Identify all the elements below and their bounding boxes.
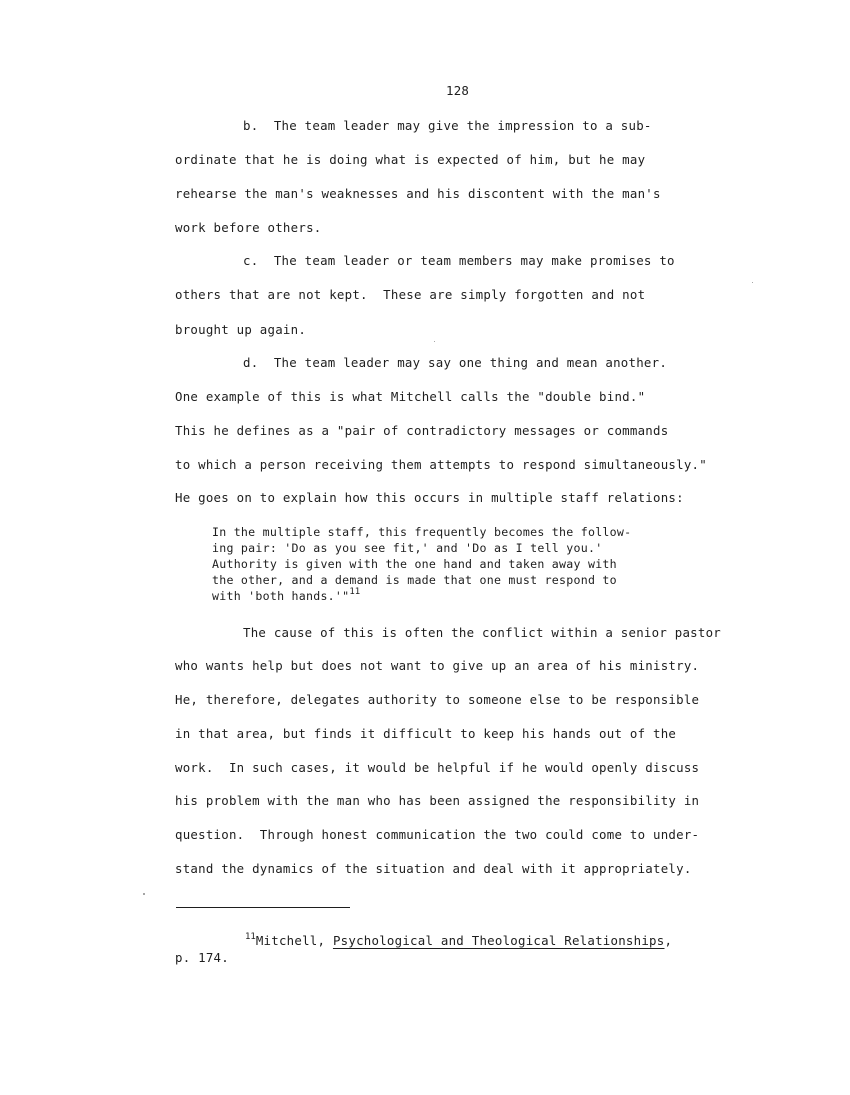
paragraph-b-line-1: b. The team leader may give the impression to a sub-: [243, 118, 652, 133]
block-quote-line-2: ing pair: 'Do as you see fit,' and 'Do as I tell you.': [212, 541, 603, 555]
paragraph-c-line-2: others that are not kept. These are simply forgotten and not: [175, 287, 646, 302]
footnote-reference-11: 11: [349, 587, 361, 597]
paragraph-b-line-3: rehearse the man's weaknesses and his discontent with the man's: [175, 186, 661, 201]
paragraph-cause-line-4: in that area, but finds it difficult to keep his hands out of the: [175, 726, 677, 741]
footnote-page: p. 174.: [175, 950, 229, 965]
block-quote-line-3: Authority is given with the one hand and taken away with: [212, 557, 617, 571]
footnote-title-punctuation: ,: [664, 933, 673, 948]
paragraph-c-line-1: c. The team leader or team members may make promises to: [243, 253, 675, 268]
page-number: 128: [446, 83, 470, 98]
paragraph-cause-line-5: work. In such cases, it would be helpful if he would openly discuss: [175, 760, 700, 775]
paragraph-cause-line-6: his problem with the man who has been assigned the responsibility in: [175, 793, 700, 808]
paragraph-cause-line-3: He, therefore, delegates authority to someone else to be responsible: [175, 692, 700, 707]
paragraph-d-line-3: This he defines as a "pair of contradictory messages or commands: [175, 423, 669, 438]
scan-speck: [143, 893, 145, 895]
scan-speck: [434, 341, 435, 342]
paragraph-cause-line-7: question. Through honest communication the two could come to under-: [175, 827, 700, 842]
footnote-author: Mitchell,: [255, 933, 333, 948]
footnote-number: 11: [245, 932, 256, 942]
paragraph-c-line-3: brought up again.: [175, 322, 307, 337]
footnote-line-1: [245, 933, 672, 951]
paragraph-d-line-1: d. The team leader may say one thing and mean another.: [243, 355, 668, 370]
paragraph-cause-line-8: stand the dynamics of the situation and deal with it appropriately.: [175, 861, 692, 876]
paragraph-d-line-5: He goes on to explain how this occurs in multiple staff relations:: [175, 490, 684, 505]
footnote-title: Psychological and Theological Relationships: [332, 933, 665, 948]
paragraph-cause-line-2: who wants help but does not want to give up an area of his ministry.: [175, 658, 700, 673]
block-quote-line-4: the other, and a demand is made that one must respond to: [212, 573, 617, 587]
paragraph-d-line-4: to which a person receiving them attempts to respond simultaneously.": [175, 457, 707, 472]
paragraph-b-line-2: ordinate that he is doing what is expected of him, but he may: [175, 152, 646, 167]
block-quote-line-5: [212, 589, 360, 605]
scan-speck: [752, 282, 753, 283]
paragraph-b-line-4: work before others.: [175, 220, 322, 235]
block-quote-line-5-text: with 'both hands.'": [212, 589, 350, 603]
block-quote-line-1: In the multiple staff, this frequently becomes the follow-: [212, 525, 632, 539]
paragraph-d-line-2: One example of this is what Mitchell calls the "double bind.": [175, 389, 646, 404]
paragraph-cause-line-1: The cause of this is often the conflict within a senior pastor: [243, 625, 722, 640]
footnote-separator: [176, 907, 350, 908]
